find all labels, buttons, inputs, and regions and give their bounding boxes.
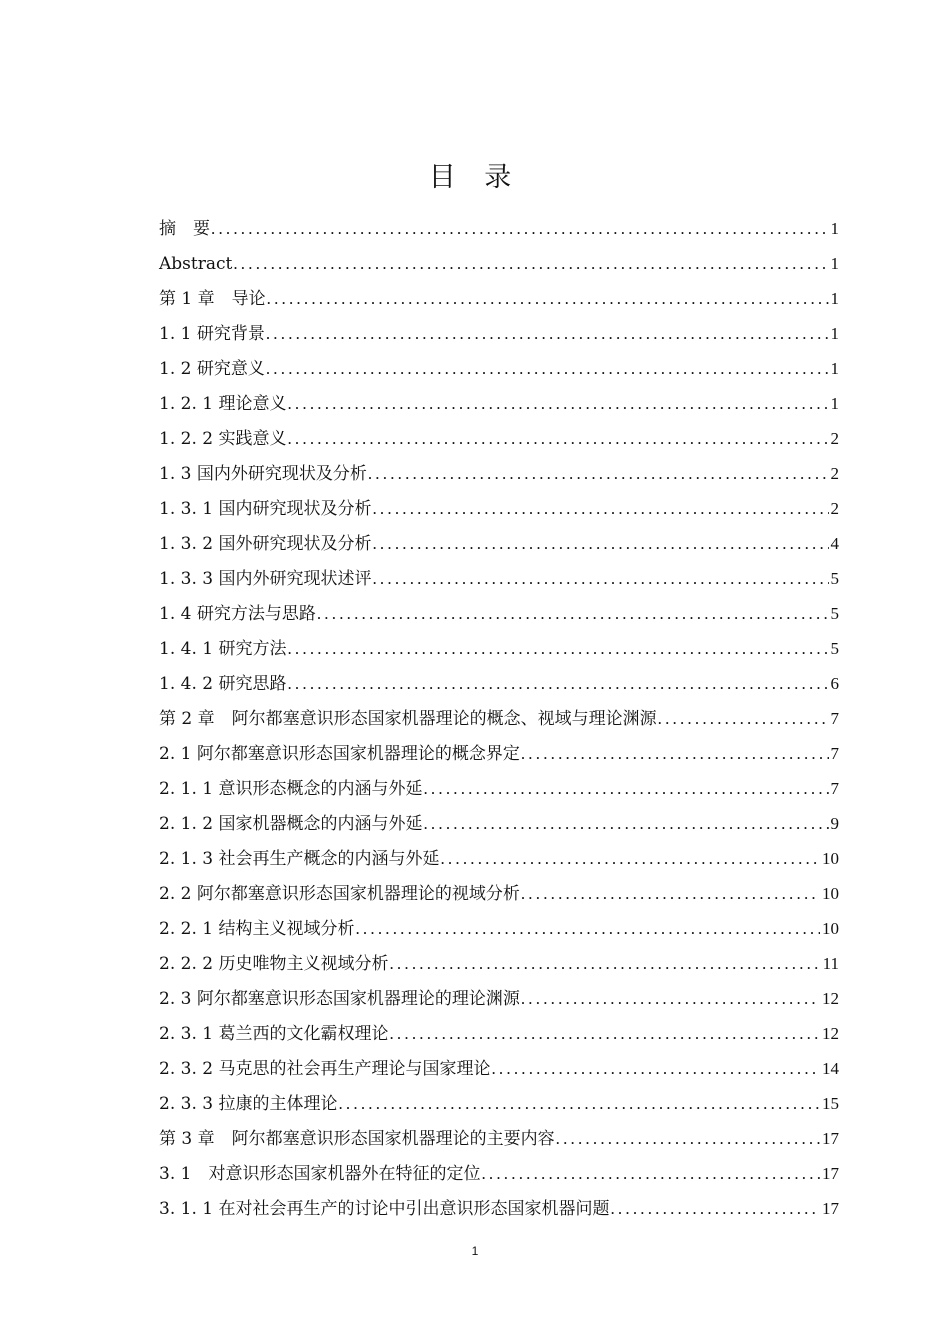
toc-entry[interactable] xyxy=(159,736,839,771)
toc-entry-page: 2 xyxy=(830,429,839,448)
toc-entry-page: 1 xyxy=(830,394,839,413)
toc-dot-leader xyxy=(267,281,829,316)
toc-entry[interactable] xyxy=(159,631,839,666)
toc-entry-page: 10 xyxy=(822,884,839,903)
toc-entry-label: 1. 3 国内外研究现状及分析 xyxy=(159,464,367,484)
toc-entry-label: 2. 3. 1 葛兰西的文化霸权理论 xyxy=(159,1024,389,1044)
toc-entry-page: 1 xyxy=(830,289,839,308)
toc-entry-page: 17 xyxy=(822,1164,839,1183)
toc-dot-leader xyxy=(372,491,828,526)
toc-dot-leader xyxy=(233,246,828,281)
toc-dot-leader xyxy=(481,1156,820,1191)
toc-entry-label: 2. 2. 2 历史唯物主义视域分析 xyxy=(159,954,389,974)
toc-entry-label: 3. 1. 1 在对社会再生产的讨论中引出意识形态国家机器问题 xyxy=(159,1199,610,1219)
toc-dot-leader xyxy=(338,1086,820,1121)
toc-dot-leader xyxy=(389,946,820,981)
toc-entry[interactable] xyxy=(159,911,839,946)
toc-entry[interactable] xyxy=(159,1051,839,1086)
toc-entry-label: 摘 要 xyxy=(159,219,210,239)
toc-entry-label: 2. 2. 1 结构主义视域分析 xyxy=(159,919,355,939)
toc-dot-leader xyxy=(355,911,820,946)
toc-entry-label: 3. 1 对意识形态国家机器外在特征的定位 xyxy=(159,1164,481,1184)
toc-dot-leader xyxy=(372,561,828,596)
page-number: 1 xyxy=(471,1244,479,1258)
toc-entry-page: 7 xyxy=(830,779,839,798)
toc-entry[interactable] xyxy=(159,316,839,351)
toc-entry[interactable] xyxy=(159,1086,839,1121)
toc-entry-label: 1. 3. 3 国内外研究现状述评 xyxy=(159,569,372,589)
toc-entry-page: 5 xyxy=(830,569,839,588)
toc-entry[interactable] xyxy=(159,771,839,806)
toc-entry[interactable] xyxy=(159,1191,839,1226)
toc-entry-page: 7 xyxy=(830,709,839,728)
toc-entry-label: 2. 1 阿尔都塞意识形态国家机器理论的概念界定 xyxy=(159,744,520,764)
toc-entry[interactable] xyxy=(159,246,839,281)
toc-entry-page: 6 xyxy=(830,674,839,693)
toc-entry[interactable] xyxy=(159,596,839,631)
toc-entry[interactable] xyxy=(159,946,839,981)
toc-dot-leader xyxy=(423,771,828,806)
toc-entry-label: 1. 3. 1 国内研究现状及分析 xyxy=(159,499,372,519)
toc-entry-label: 第 2 章 阿尔都塞意识形态国家机器理论的概念、视域与理论渊源 xyxy=(159,709,657,729)
toc-entry-page: 14 xyxy=(822,1059,839,1078)
toc-dot-leader xyxy=(389,1016,820,1051)
toc-entry-page: 12 xyxy=(822,1024,839,1043)
toc-dot-leader xyxy=(658,701,829,736)
toc-entry[interactable] xyxy=(159,491,839,526)
toc-entry-label: 2. 3. 2 马克思的社会再生产理论与国家理论 xyxy=(159,1059,491,1079)
toc-entry[interactable] xyxy=(159,806,839,841)
toc-entry-page: 17 xyxy=(822,1199,839,1218)
toc-entry[interactable] xyxy=(159,351,839,386)
toc-entry-page: 4 xyxy=(830,534,839,553)
toc-dot-leader xyxy=(266,351,829,386)
toc-entry-label: 1. 4. 1 研究方法 xyxy=(159,639,287,659)
toc-entry-label: 1. 2 研究意义 xyxy=(159,359,265,379)
toc-dot-leader xyxy=(287,421,828,456)
toc-dot-leader xyxy=(521,736,829,771)
toc-entry[interactable] xyxy=(159,1016,839,1051)
toc-entry-page: 2 xyxy=(830,464,839,483)
toc-entry-label: 2. 1. 2 国家机器概念的内涵与外延 xyxy=(159,814,423,834)
toc-entry-page: 2 xyxy=(830,499,839,518)
toc-entry-page: 9 xyxy=(830,814,839,833)
toc-entry-label: Abstract xyxy=(159,254,233,274)
toc-entry[interactable] xyxy=(159,386,839,421)
toc-entry-label: 1. 3. 2 国外研究现状及分析 xyxy=(159,534,372,554)
toc-entry[interactable] xyxy=(159,876,839,911)
toc-entry[interactable] xyxy=(159,456,839,491)
toc-dot-leader xyxy=(287,631,828,666)
toc-entry[interactable] xyxy=(159,281,839,316)
toc-entry[interactable] xyxy=(159,666,839,701)
toc-dot-leader xyxy=(287,666,828,701)
toc-dot-leader xyxy=(440,841,820,876)
toc-entry[interactable] xyxy=(159,561,839,596)
toc-entry-page: 5 xyxy=(830,639,839,658)
toc-entry-page: 1 xyxy=(830,359,839,378)
toc-entry-page: 1 xyxy=(830,324,839,343)
toc-entry-page: 12 xyxy=(822,989,839,1008)
toc-entry[interactable] xyxy=(159,701,839,736)
toc-dot-leader xyxy=(287,386,828,421)
toc-entry[interactable] xyxy=(159,841,839,876)
toc-entry-label: 第 3 章 阿尔都塞意识形态国家机器理论的主要内容 xyxy=(159,1129,555,1149)
toc-dot-leader xyxy=(491,1051,820,1086)
toc-dot-leader xyxy=(211,211,829,246)
toc-entry-label: 2. 2 阿尔都塞意识形态国家机器理论的视域分析 xyxy=(159,884,520,904)
table-of-contents xyxy=(159,211,839,1226)
toc-entry[interactable] xyxy=(159,1121,839,1156)
toc-entry-page: 10 xyxy=(822,849,839,868)
toc-entry[interactable] xyxy=(159,981,839,1016)
toc-dot-leader xyxy=(368,456,829,491)
toc-dot-leader xyxy=(266,316,829,351)
toc-entry-page: 5 xyxy=(830,604,839,623)
toc-entry-page: 7 xyxy=(830,744,839,763)
page-title: 目 录 xyxy=(428,162,522,193)
toc-entry-label: 2. 3. 3 拉康的主体理论 xyxy=(159,1094,338,1114)
toc-entry-label: 2. 3 阿尔都塞意识形态国家机器理论的理论渊源 xyxy=(159,989,520,1009)
toc-entry-label: 第 1 章 导论 xyxy=(159,289,266,309)
toc-dot-leader xyxy=(372,526,828,561)
toc-entry[interactable] xyxy=(159,526,839,561)
toc-dot-leader xyxy=(521,981,820,1016)
toc-entry[interactable] xyxy=(159,421,839,456)
toc-entry-page: 1 xyxy=(830,219,839,238)
toc-entry-label: 2. 1. 1 意识形态概念的内涵与外延 xyxy=(159,779,423,799)
toc-entry-page: 1 xyxy=(830,254,839,273)
toc-entry[interactable] xyxy=(159,211,839,246)
toc-dot-leader xyxy=(556,1121,820,1156)
toc-entry-label: 1. 4 研究方法与思路 xyxy=(159,604,316,624)
toc-entry-label: 2. 1. 3 社会再生产概念的内涵与外延 xyxy=(159,849,440,869)
toc-entry-page: 11 xyxy=(822,954,839,973)
toc-dot-leader xyxy=(317,596,829,631)
toc-entry-label: 1. 4. 2 研究思路 xyxy=(159,674,287,694)
toc-entry-label: 1. 1 研究背景 xyxy=(159,324,265,344)
toc-dot-leader xyxy=(423,806,828,841)
toc-entry[interactable] xyxy=(159,1156,839,1191)
toc-entry-page: 17 xyxy=(822,1129,839,1148)
toc-entry-page: 15 xyxy=(822,1094,839,1113)
toc-entry-page: 10 xyxy=(822,919,839,938)
toc-entry-label: 1. 2. 1 理论意义 xyxy=(159,394,287,414)
toc-entry-label: 1. 2. 2 实践意义 xyxy=(159,429,287,449)
toc-dot-leader xyxy=(521,876,820,911)
toc-dot-leader xyxy=(610,1191,820,1226)
